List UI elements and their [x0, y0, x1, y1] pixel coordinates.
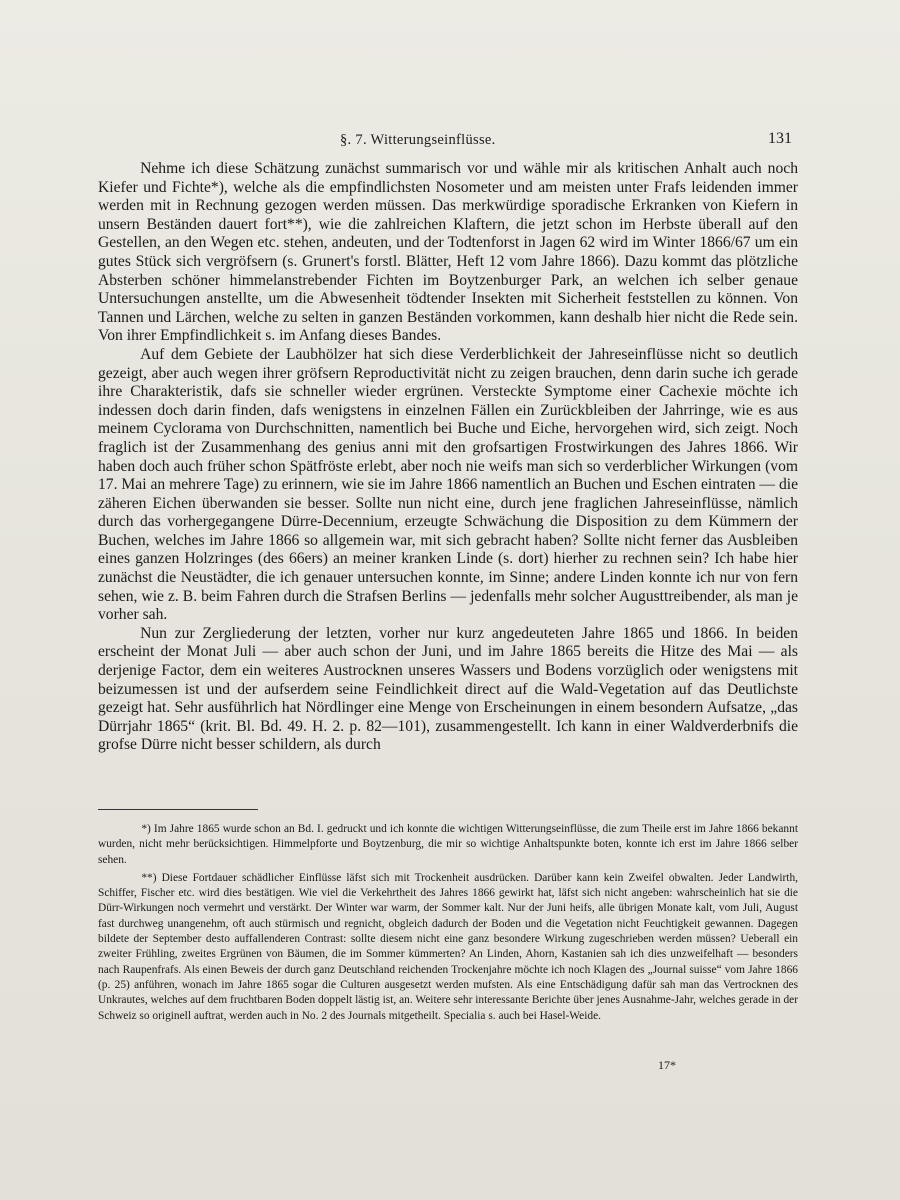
- footnote: *) Im Jahre 1865 wurde schon an Bd. I. gedruckt und ich konnte die wichtigen Witterungseinflüsse, die zum Theile erst im Jahre 1866 bekannt wurden, nicht mehr berücksichtigen. Himmelpforte und Boytzenburg, die mir so wichtige Anhaltspunkte boten, konnte ich erst im Jahre 1866 selber sehen.: [98, 823, 798, 866]
- footnotes: [98, 822, 798, 1027]
- page-header: [0, 132, 900, 156]
- running-title: §. 7. Witterungseinflüsse.: [340, 132, 496, 148]
- signature-mark: 17*: [658, 1058, 676, 1072]
- body-text: [98, 160, 798, 755]
- page-number: 131: [768, 130, 792, 147]
- paragraph: Nun zur Zergliederung der letzten, vorher nur kurz angedeuteten Jahre 1865 und 1866. In beiden erscheint der Monat Juli — aber auch schon der Juni, und im Jahre 1865 bereits die Hitze des Mai — als derjenige Factor, dem ein weiteres Austrocknen unseres Wassers und Bodens vorzüglich oder wenigstens mit beizumessen ist und der aufserdem seine Feindlichkeit direct auf die Wald-Vegetation auf das Deutlichste gezeigt hat. Sehr ausführlich hat Nördlinger eine Menge von Erscheinungen in einem besondern Aufsatze, „das Dürrjahr 1865“ (krit. Bl. Bd. 49. H. 2. p. 82—101), zusammengestellt. Ich kann in einer Waldverderbnifs die grofse Dürre nicht besser schildern, als durch: [98, 624, 798, 754]
- paragraph: Auf dem Gebiete der Laubhölzer hat sich diese Verderblichkeit der Jahreseinflüsse nicht so deutlich gezeigt, aber auch wegen ihrer gröfsern Reproductivität nicht zu zeigen brauchen, denn darin suche ich gerade ihre Charakteristik, dafs sie schneller wieder ergrünen. Versteckte Symptome einer Cachexie möchte ich indessen doch darin finden, dafs wenigstens in einzelnen Fällen ein Zurückbleiben der Jahrringe, wie es aus meinem Cyclorama von Durchschnitten, namentlich bei Buche und Eiche, hervorgehen wird, sich zeigt. Noch fraglich ist der Zusammenhang des genius anni mit den grofsartigen Frostwirkungen des Jahres 1866. Wir haben doch auch früher schon Spätfröste erlebt, aber noch nie weifs man sich so verderblicher Wirkungen (vom 17. Mai an mehrere Tage) zu erinnern, wie sie im Jahre 1866 namentlich an Buchen und Eschen eintraten — die zäheren Eichen überwanden sie besser. Sollte nun nicht eine, durch jene fraglichen Jahreseinflüsse, nämlich durch das vorhergegangene Dürre-Decennium, erzeugte Schwächung die Disposition zu dem Kümmern der Buchen, welches im Jahre 1866 so allgemein war, mit sich gebracht haben? Sollte nicht ferner das Ausbleiben eines ganzen Holzringes (des 66ers) an meiner kranken Linde (s. dort) hierher zu rechnen sein? Ich habe hier zunächst die Neustädter, die ich genauer untersuchen konnte, im Sinne; andere Linden konnte ich nur von fern sehen, wie z. B. beim Fahren durch die Strafsen Berlins — jedenfalls mehr solcher Augusttreibender, als man je vorher sah.: [98, 345, 798, 624]
- footnote-separator: [98, 809, 258, 810]
- paragraph: Nehme ich diese Schätzung zunächst summarisch vor und wähle mir als kritischen Anhalt auch noch Kiefer und Fichte*), welche als die empfindlichsten Nosometer und am meisten unter Frafs leidenden immer werden mit in Rechnung gezogen werden müssen. Das merkwürdige sporadische Erkranken von Kiefern in unsern Beständen dauert fort**), wie die zahlreichen Klaftern, die jetzt schon im Herbste überall auf den Gestellen, an den Wegen etc. stehen, andeuten, und der Todtenforst in Jagen 62 wird im Winter 1866/67 um ein gutes Stück sich vergröfsern (s. Grunert's forstl. Blätter, Heft 12 vom Jahre 1866). Dazu kommt das plötzliche Absterben schöner himmelanstrebender Fichten im Boytzenburger Park, an welchen ich selber genaue Untersuchungen anstellte, um die Abwesenheit tödtender Insekten mit Sicherheit feststellen zu können. Von Tannen und Lärchen, welche zu selten in ganzen Beständen vorkommen, kann deshalb hier nicht die Rede sein. Von ihrer Empfindlichkeit s. im Anfang dieses Bandes.: [98, 160, 798, 345]
- footnote: **) Diese Fortdauer schädlicher Einflüsse läfst sich mit Trockenheit ausdrücken. Darüber kann kein Zweifel obwalten. Jeder Landwirth, Schiffer, Fischer etc. wird dies bestätigen. Wie viel die Verkehrtheit des Jahres 1866 gewirkt hat, läfst sich nicht angeben: wahrscheinlich hat sie die Dürr-Wirkungen noch vermehrt und verstärkt. Der Winter war warm, der Sommer kalt. Nur der Juni heifs, alle übrigen Monate kalt, vom Juli, August fast durchweg unangenehm, oft auch stürmisch und regnicht, obgleich dadurch der Boden und die Vegetation nicht Feuchtigkeit gewannen. Dagegen bildete der September desto auffallenderen Contrast: sollte diesem nicht eine ganz besondere Wirkung zugeschrieben werden müssen? Ueberall ein zweiter Frühling, zweites Ergrünen von Bäumen, die im Sommer kümmerten? An Linden, Ahorn, Kastanien sah ich dies unzweifelhaft — besonders nach Raupenfrafs. Als einen Beweis der durch ganz Deutschland reichenden Trockenjahre möchte ich noch Klagen des „Journal suisse“ vom Jahre 1866 (p. 25) anführen, wonach im Jahre 1865 sogar die Culturen ausgesetzt werden mufsten. Als eine Entschädigung dafür sah man das Vertrocknen des Unkrautes, welches auf dem fruchtbaren Boden doppelt lästig ist, an. Weitere sehr interessante Berichte über jenes Ausnahme-Jahr, welches gerade in der Schweiz so originell auftrat, werden auch in No. 2 des Journals mitgetheilt. Specialia s. auch bei Hasel-Weide.: [98, 871, 798, 1022]
